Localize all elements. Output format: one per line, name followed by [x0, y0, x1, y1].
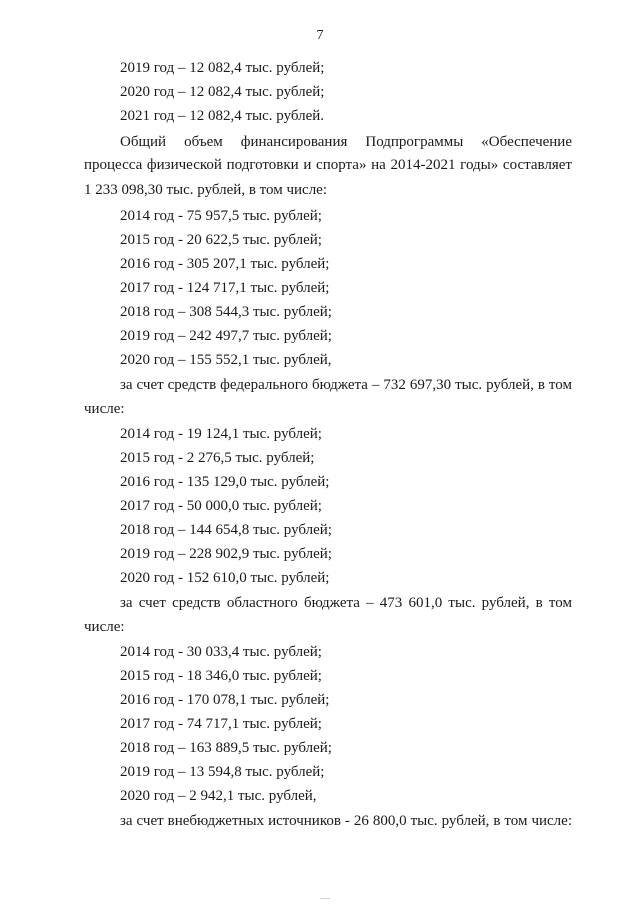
- regional-2018: 2018 год – 163 889,5 тыс. рублей;: [120, 740, 332, 756]
- scan-edge-mark: [320, 898, 330, 899]
- total-2015: 2015 год - 20 622,5 тыс. рублей;: [120, 232, 322, 248]
- regional-2014: 2014 год - 30 033,4 тыс. рублей;: [120, 644, 322, 660]
- regional-2016: 2016 год - 170 078,1 тыс. рублей;: [120, 692, 330, 708]
- paragraph-total-line-3: 1 233 098,30 тыс. рублей, в том числе:: [84, 182, 328, 198]
- page-number: 7: [316, 28, 324, 43]
- federal-2018: 2018 год – 144 654,8 тыс. рублей;: [120, 522, 332, 538]
- federal-2019: 2019 год – 228 902,9 тыс. рублей;: [120, 546, 332, 562]
- federal-budget-line-2: числе:: [84, 401, 125, 417]
- federal-2020: 2020 год - 152 610,0 тыс. рублей;: [120, 570, 330, 586]
- total-2019: 2019 год – 242 497,7 тыс. рублей;: [120, 328, 332, 344]
- total-2017: 2017 год - 124 717,1 тыс. рублей;: [120, 280, 330, 296]
- federal-budget-line-1: за счет средств федерального бюджета – 732 697,30 тыс. рублей, в том: [120, 377, 572, 393]
- total-2016: 2016 год - 305 207,1 тыс. рублей;: [120, 256, 330, 272]
- funding-line-2020: 2020 год – 12 082,4 тыс. рублей;: [120, 84, 325, 100]
- paragraph-total-line-1: Общий объем финансирования Подпрограммы «Обеспечение: [120, 134, 572, 150]
- federal-2015: 2015 год - 2 276,5 тыс. рублей;: [120, 450, 315, 466]
- total-2020: 2020 год – 155 552,1 тыс. рублей,: [120, 352, 332, 368]
- funding-line-2021: 2021 год – 12 082,4 тыс. рублей.: [120, 108, 325, 124]
- regional-budget-line-1: за счет средств областного бюджета – 473 601,0 тыс. рублей, в том: [120, 595, 572, 611]
- federal-2017: 2017 год - 50 000,0 тыс. рублей;: [120, 498, 322, 514]
- regional-2019: 2019 год – 13 594,8 тыс. рублей;: [120, 764, 325, 780]
- federal-2014: 2014 год - 19 124,1 тыс. рублей;: [120, 426, 322, 442]
- total-2014: 2014 год - 75 957,5 тыс. рублей;: [120, 208, 322, 224]
- federal-2016: 2016 год - 135 129,0 тыс. рублей;: [120, 474, 330, 490]
- regional-budget-line-2: числе:: [84, 619, 125, 635]
- regional-2015: 2015 год - 18 346,0 тыс. рублей;: [120, 668, 322, 684]
- extrabudgetary-line: за счет внебюджетных источников - 26 800,0 тыс. рублей, в том числе:: [120, 813, 572, 829]
- regional-2020: 2020 год – 2 942,1 тыс. рублей,: [120, 788, 317, 804]
- total-2018: 2018 год – 308 544,3 тыс. рублей;: [120, 304, 332, 320]
- funding-line-2019: 2019 год – 12 082,4 тыс. рублей;: [120, 60, 325, 76]
- paragraph-total-line-2: процесса физической подготовки и спорта» на 2014-2021 годы» составляет: [84, 157, 572, 173]
- regional-2017: 2017 год - 74 717,1 тыс. рублей;: [120, 716, 322, 732]
